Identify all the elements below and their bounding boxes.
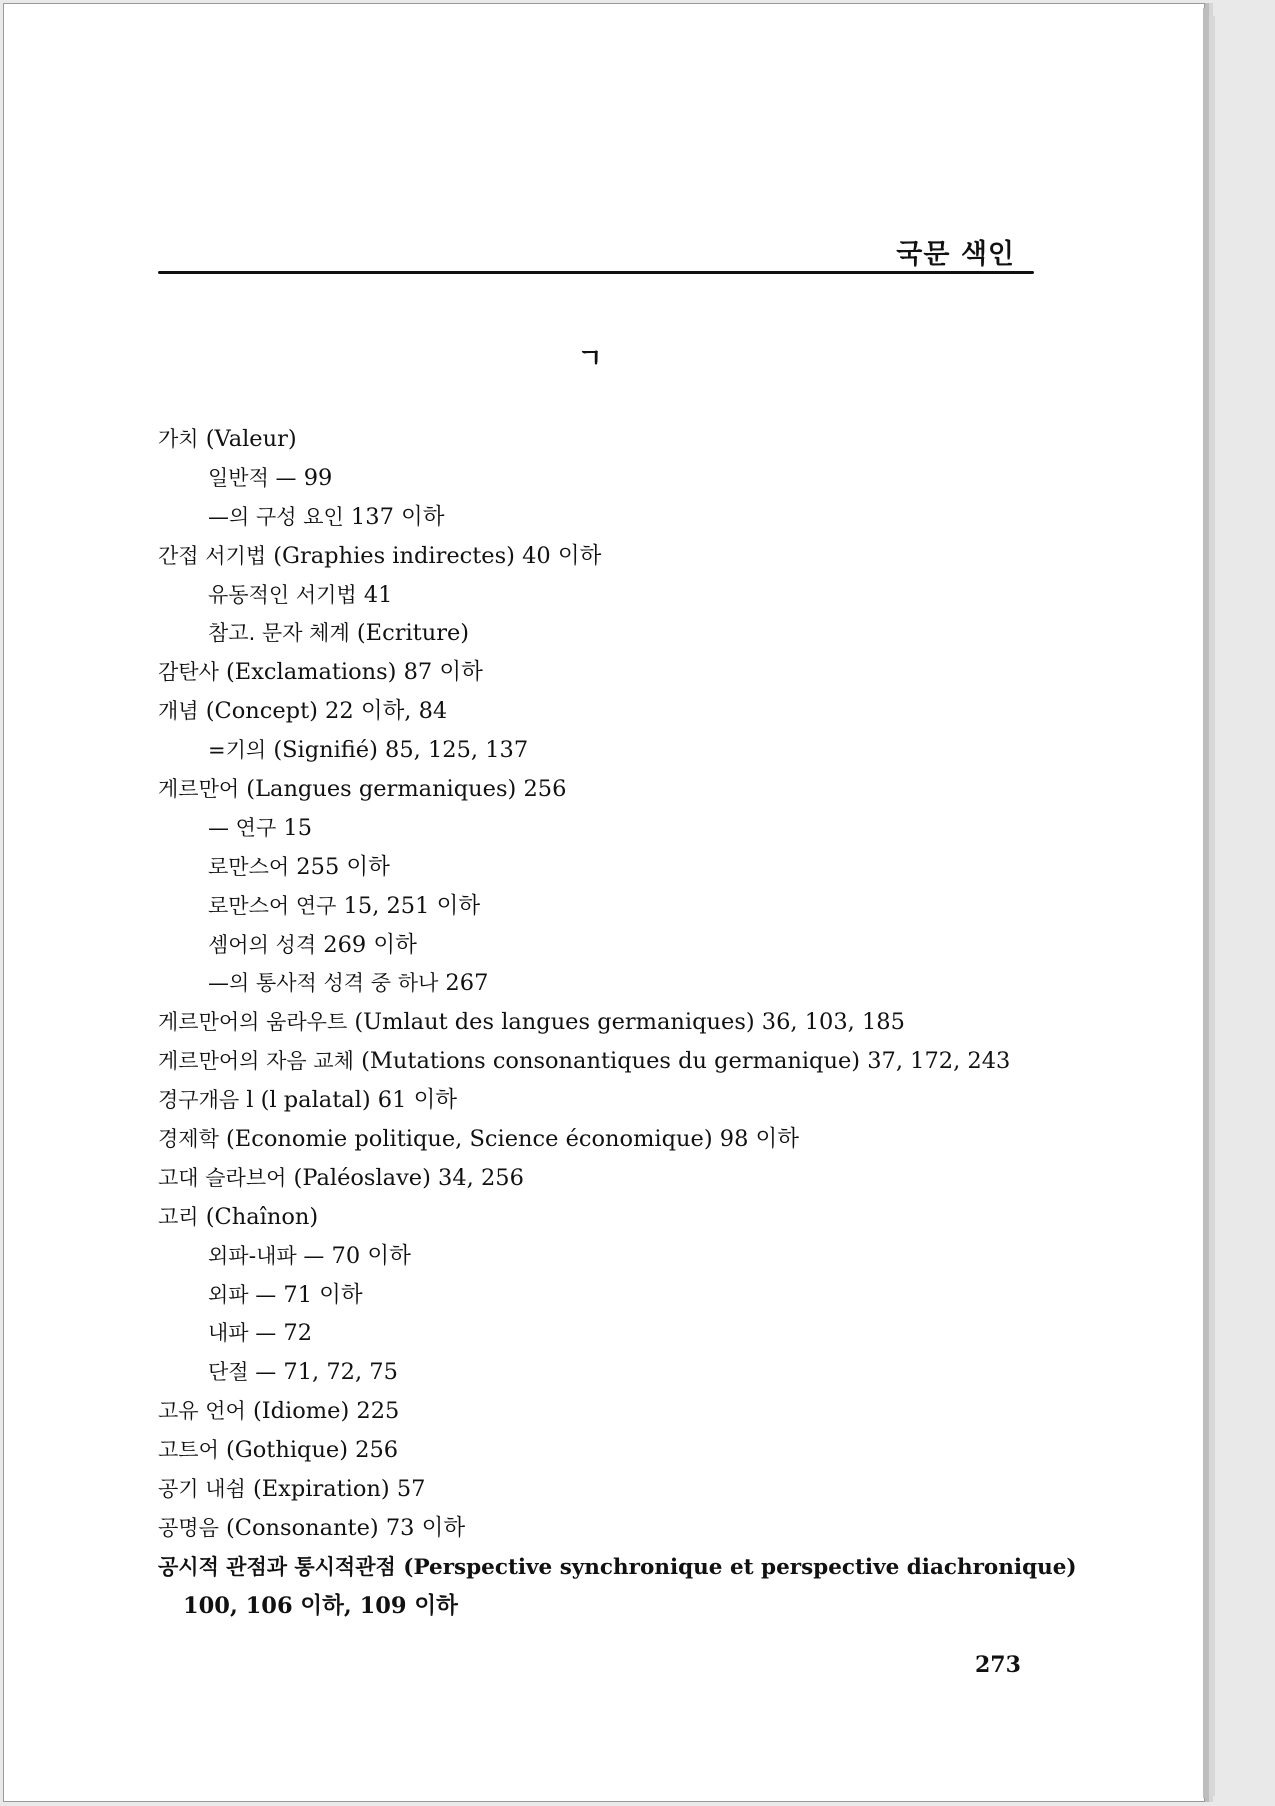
entry-detail: (Chaînon) (198, 1203, 319, 1230)
entry-term: 외파-내파 — (208, 1243, 325, 1268)
index-subentry (158, 459, 1058, 498)
index-entry (158, 692, 1058, 731)
index-entry (158, 537, 1058, 576)
entry-detail: (Valeur) (198, 426, 297, 452)
entry-detail: (Graphies indirectes) 40 이하 (266, 542, 602, 569)
index-subentry (158, 1314, 1058, 1353)
entry-detail: (Signifié) 85, 125, 137 (266, 737, 529, 764)
index-subentry (158, 614, 1058, 653)
entry-term: 게르만어의 자음 교체 (158, 1049, 354, 1074)
entry-term: 고유 언어 (158, 1399, 246, 1424)
entry-detail: l (l palatal) 61 이하 (239, 1087, 458, 1114)
entry-detail: 99 (296, 464, 333, 491)
entry-term: 공명음 (158, 1515, 219, 1540)
index-subentry (158, 576, 1058, 615)
entry-term: 고대 슬라브어 (158, 1165, 287, 1190)
entry-detail: (Gothique) 256 (218, 1437, 399, 1464)
entry-detail: (Consonante) 73 이하 (218, 1514, 466, 1541)
entry-detail: 267 (438, 970, 489, 997)
index-entry (158, 770, 1058, 809)
running-header: 국문 색인 (896, 239, 1015, 270)
page-edge (1209, 16, 1215, 1796)
index-entry (158, 1470, 1058, 1509)
index-entry (158, 420, 1058, 459)
entry-term: 내파 — (208, 1321, 277, 1346)
entry-detail: 137 이하 (343, 503, 445, 530)
index-entry (158, 1392, 1058, 1431)
entry-detail: (Concept) 22 이하, 84 (198, 698, 448, 725)
index-subentry (158, 809, 1058, 848)
entry-detail: 71 이하 (276, 1281, 363, 1308)
entry-detail: (Perspective synchronique et perspective diachronique) (395, 1554, 1077, 1580)
entry-detail: 269 이하 (316, 931, 417, 958)
entry-term: 단절 — (208, 1360, 277, 1385)
entry-term: 고리 (158, 1204, 199, 1229)
entry-term: 외파 — (208, 1282, 277, 1307)
entry-detail: 70 이하 (324, 1242, 411, 1269)
entry-detail: (Economie politique, Science économique) 98 이하 (218, 1126, 800, 1153)
index-subentry (158, 964, 1058, 1003)
entry-detail: 255 이하 (289, 853, 390, 880)
index-entry (158, 653, 1058, 692)
entry-detail: 72 (276, 1320, 313, 1347)
index-subentry (158, 498, 1058, 537)
index-entry (158, 1003, 1058, 1042)
index-entry (158, 1509, 1058, 1548)
index-entry (158, 1198, 1058, 1237)
entry-detail: (Expiration) 57 (245, 1476, 426, 1503)
entry-term: 경제학 (158, 1127, 219, 1152)
index-subentry (158, 731, 1058, 770)
entry-detail: 15 (276, 814, 313, 841)
index-entry (158, 1159, 1058, 1198)
index-entries (158, 420, 1077, 1626)
entry-term: 경구개음 (158, 1088, 240, 1113)
index-entry-continuation (158, 1587, 1058, 1626)
entry-detail: 41 (356, 581, 393, 608)
entry-detail: (Exclamations) 87 이하 (218, 659, 483, 686)
entry-term: 공시적 관점과 통시적관점 (158, 1554, 396, 1579)
entry-term: 가치 (158, 427, 199, 451)
entry-term: 감탄사 (158, 660, 219, 685)
index-subentry (158, 1353, 1058, 1392)
index-entry (158, 1042, 1058, 1081)
entry-term: 간접 서기법 (158, 543, 267, 568)
entry-term: 공기 내쉼 (158, 1477, 246, 1502)
entry-term: =기의 (208, 738, 267, 763)
entry-detail: 15, 251 이하 (336, 892, 481, 919)
entry-term: 일반적 — (208, 465, 297, 490)
entry-term: 게르만어 (158, 777, 240, 802)
index-subentry (158, 1237, 1058, 1276)
entry-detail: (Langues germaniques) 256 (239, 776, 567, 803)
entry-detail: 71, 72, 75 (276, 1359, 398, 1386)
index-entry (158, 1548, 1077, 1587)
entry-term: 로만스어 (208, 854, 290, 879)
index-entry (158, 1081, 1058, 1120)
index-subentry (158, 848, 1058, 887)
index-subentry (158, 1276, 1058, 1315)
header-rule (158, 271, 1034, 274)
entry-term: —의 통사적 성격 중 하나 (208, 971, 439, 996)
entry-term: 개념 (158, 699, 199, 724)
entry-term: — 연구 (208, 815, 277, 840)
entry-detail: (Idiome) 225 (245, 1398, 400, 1425)
entry-term: 로만스어 연구 (208, 893, 337, 918)
entry-detail: (Mutations consonantiques du germanique) 37, 172, 243 (353, 1048, 1011, 1075)
entry-term: 고트어 (158, 1438, 219, 1463)
section-letter: ㄱ (577, 344, 603, 374)
entry-detail: (Paléoslave) 34, 256 (286, 1164, 524, 1191)
index-subentry (158, 926, 1058, 965)
entry-detail: 100, 106 이하, 109 이하 (183, 1592, 458, 1619)
index-entry (158, 1431, 1058, 1470)
entry-term: 참고. 문자 체계 (208, 621, 350, 646)
entry-detail: (Umlaut des langues germaniques) 36, 103, 185 (347, 1009, 905, 1036)
page-number: 273 (975, 1652, 1021, 1678)
entry-term: 게르만어의 움라우트 (158, 1010, 348, 1035)
entry-term: 셈어의 성격 (208, 932, 317, 957)
index-subentry (158, 887, 1058, 926)
index-entry (158, 1120, 1058, 1159)
entry-term: 유동적인 서기법 (208, 582, 357, 607)
entry-detail: (Ecriture) (349, 620, 470, 647)
entry-term: —의 구성 요인 (208, 504, 344, 529)
